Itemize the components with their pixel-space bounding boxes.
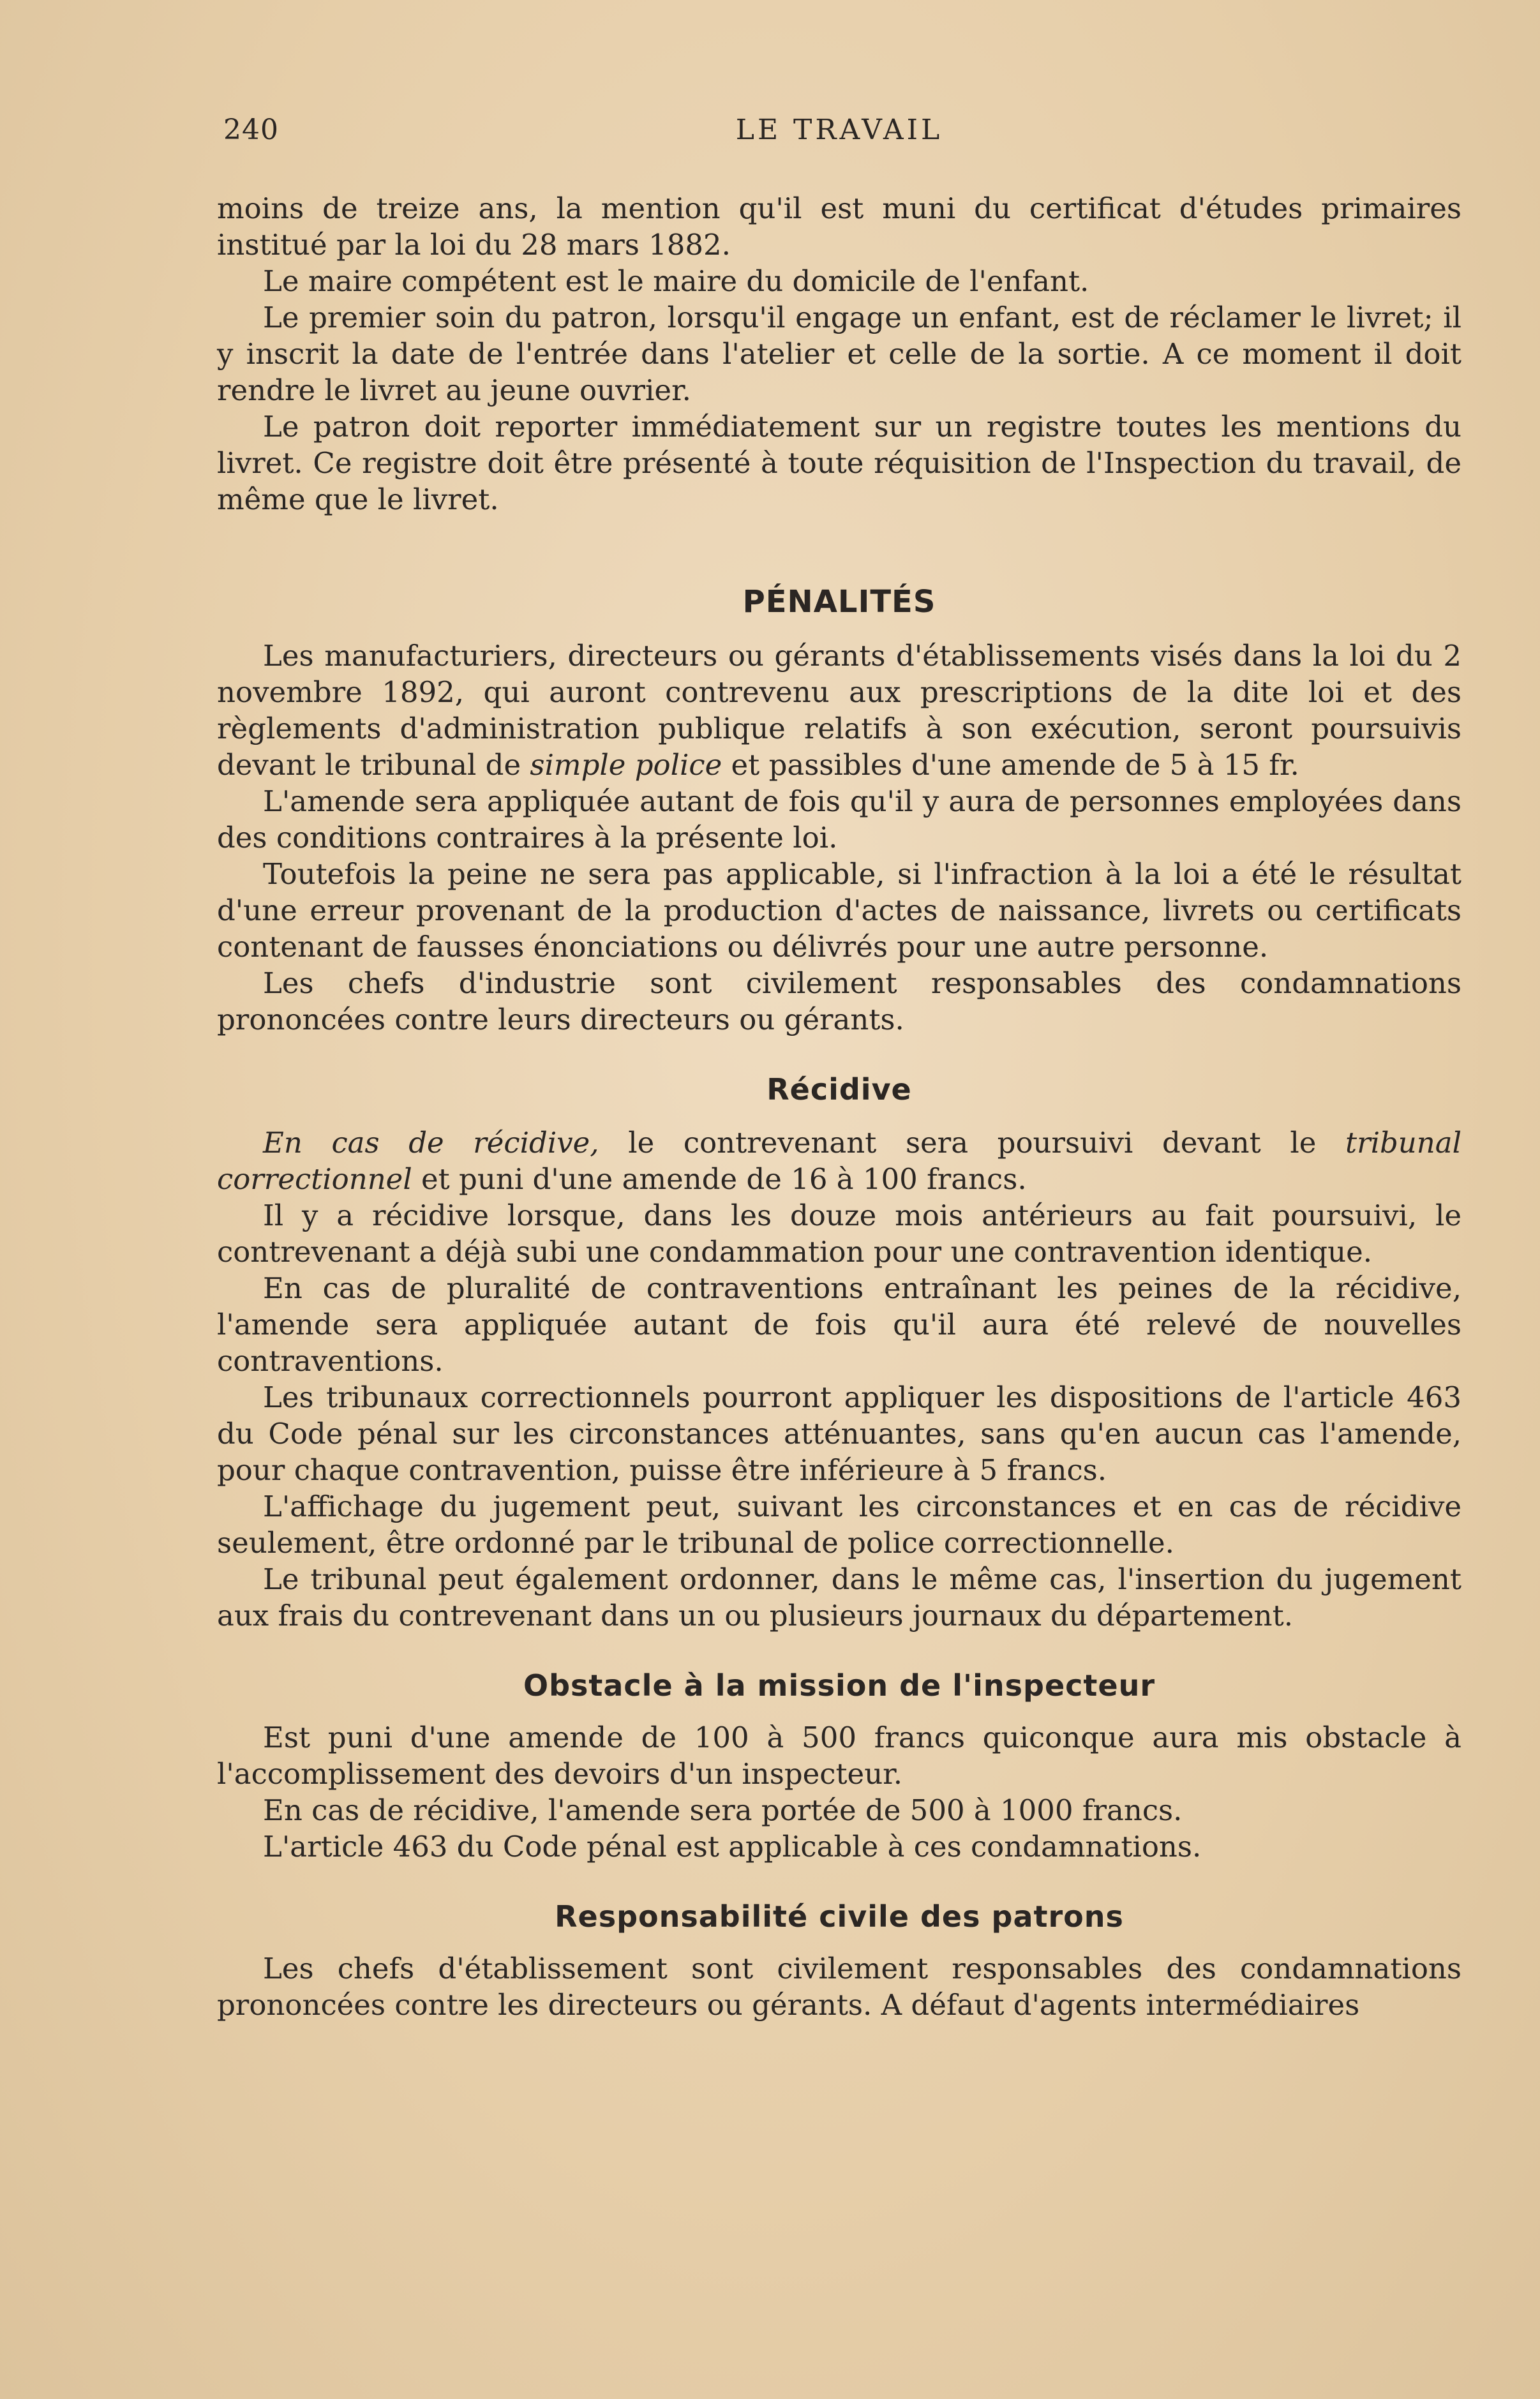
- penalites-paragraph-4: Les chefs d'industrie sont civilement responsables des condamnations prononcées contre leurs directeurs ou gérants.: [217, 966, 1462, 1036]
- penalites-p1-text-b: et passibles d'une amende de 5 à 15 fr.: [731, 748, 1299, 782]
- recidive-paragraph-5: L'affichage du jugement peut, suivant les circonstances et en cas de récidive seulement, être ordonné par le tribunal de police correctionnelle.: [217, 1490, 1462, 1560]
- recidive-p1-emphasis-2: tribunal correctionnel: [217, 1126, 1462, 1196]
- penalites-paragraph-3: Toutefois la peine ne sera pas applicable, si l'infraction à la loi a été le résultat d'une erreur provenant de la production d'actes de naissance, livrets ou certificats contenant de fausses énonciations ou délivrés pour une autre personne.: [217, 857, 1462, 964]
- recidive-paragraph-6: Le tribunal peut également ordonner, dans le même cas, l'insertion du jugement aux frais du contrevenant dans un ou plusieurs journaux du département.: [217, 1562, 1462, 1633]
- recidive-paragraph-1: [217, 1125, 1462, 1197]
- recidive-paragraph-3: En cas de pluralité de contraventions entraînant les peines de la récidive, l'amende sera appliquée autant de fois qu'il aura été relevé de nouvelles contraventions.: [217, 1271, 1462, 1378]
- obstacle-paragraph-3: L'article 463 du Code pénal est applicable à ces condamnations.: [263, 1830, 1202, 1864]
- text-block: [217, 190, 1462, 2023]
- responsabilite-paragraph-1: Les chefs d'établissement sont civilement responsables des condamnations prononcées contre les directeurs ou gérants. A défaut d'agents intermédiaires: [217, 1952, 1462, 2022]
- heading-penalites: PÉNALITÉS: [742, 584, 936, 620]
- obstacle-paragraph-1: Est puni d'une amende de 100 à 500 francs quiconque aura mis obstacle à l'accomplissement des devoirs d'un inspecteur.: [217, 1721, 1462, 1791]
- intro-paragraph-1: moins de treize ans, la mention qu'il est muni du certificat d'études primaires institué par la loi du 28 mars 1882.: [217, 191, 1462, 262]
- penalites-p1-emphasis: simple police: [530, 748, 722, 782]
- heading-recidive: Récidive: [766, 1072, 912, 1107]
- running-head: [223, 114, 1455, 158]
- obstacle-paragraph-2: En cas de récidive, l'amende sera portée de 500 à 1000 francs.: [263, 1793, 1183, 1827]
- penalites-paragraph-2: L'amende sera appliquée autant de fois qu'il y aura de personnes employées dans des conditions contraires à la présente loi.: [217, 784, 1462, 855]
- recidive-p1-emphasis-1: En cas de récidive,: [263, 1126, 599, 1160]
- page-number: 240: [223, 114, 279, 146]
- intro-paragraph-4: Le patron doit reporter immédiatement sur un registre toutes les mentions du livret. Ce registre doit être présenté à toute réquisition de l'Inspection du travail, de même que le livret.: [217, 410, 1462, 516]
- heading-obstacle: Obstacle à la mission de l'inspecteur: [523, 1668, 1156, 1703]
- intro-paragraph-3: Le premier soin du patron, lorsqu'il engage un enfant, est de réclamer le livret; il y inscrit la date de l'entrée dans l'atelier et celle de la sortie. A ce moment il doit rendre le livret au jeune ouvrier.: [217, 301, 1462, 407]
- recidive-p1-text-a: le contrevenant sera poursuivi devant le: [628, 1126, 1317, 1160]
- penalites-p1-text-a: Les manufacturiers, directeurs ou gérants d'établissements visés dans la loi du 2 novembre 1892, qui auront contrevenu aux prescriptions de la dite loi et des règlements d'administration publique relatifs à son exécution, seront poursuivis devant le tribunal de: [217, 639, 1462, 782]
- recidive-paragraph-4: Les tribunaux correctionnels pourront appliquer les dispositions de l'article 463 du Code pénal sur les circonstances atténuantes, sans qu'en aucun cas l'amende, pour chaque contravention, puisse être inférieure à 5 francs.: [217, 1380, 1462, 1487]
- running-title: LE TRAVAIL: [735, 114, 943, 146]
- recidive-p1-text-b: et puni d'une amende de 16 à 100 francs.: [421, 1162, 1027, 1196]
- intro-paragraph-2: Le maire compétent est le maire du domicile de l'enfant.: [263, 264, 1089, 298]
- heading-responsabilite: Responsabilité civile des patrons: [555, 1899, 1124, 1934]
- recidive-paragraph-2: Il y a récidive lorsque, dans les douze mois antérieurs au fait poursuivi, le contrevenant a déjà subi une condammation pour une contravention identique.: [217, 1199, 1462, 1269]
- penalites-paragraph-1: [217, 638, 1462, 783]
